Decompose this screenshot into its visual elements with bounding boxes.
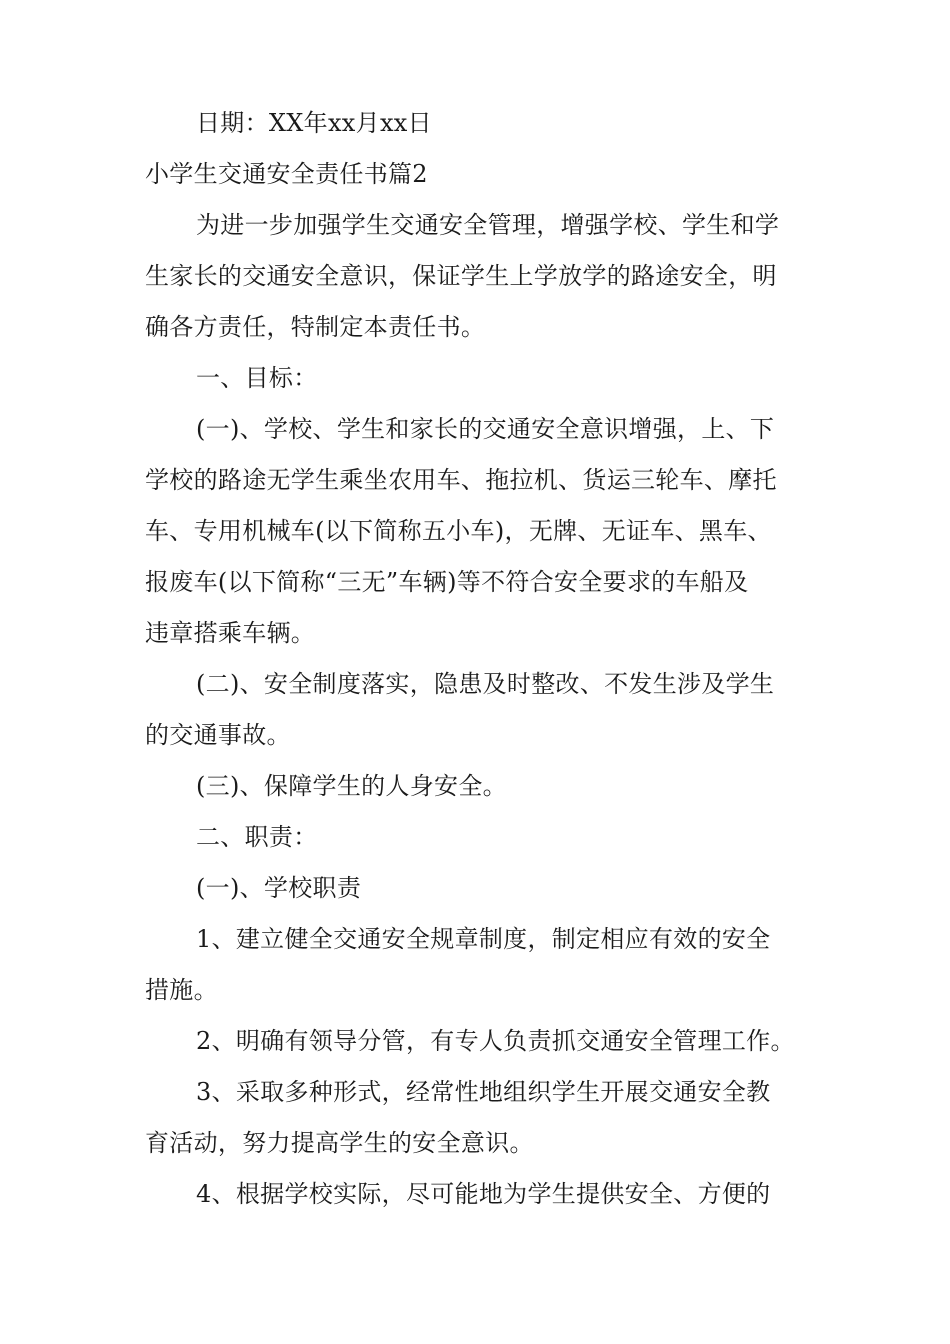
date-line: 日期：XX年xx月xx日	[196, 109, 432, 137]
goal-1-line-2: 学校的路途无学生乘坐农用车、拖拉机、货运三轮车、摩托	[145, 466, 777, 494]
subheading-school-duties: (一)、学校职责	[196, 874, 362, 902]
document-body	[145, 98, 810, 1220]
goal-3-line-1: (三)、保障学生的人身安全。	[196, 772, 507, 800]
duty-1-line-1: 1、建立健全交通安全规章制度，制定相应有效的安全	[196, 925, 771, 953]
goal-2-line-1: (二)、安全制度落实，隐患及时整改、不发生涉及学生	[196, 670, 775, 698]
heading-goals: 一、目标：	[196, 364, 318, 392]
goal-1-line-1: (一)、学校、学生和家长的交通安全意识增强，上、下	[196, 415, 775, 443]
intro-line-3: 确各方责任，特制定本责任书。	[145, 313, 486, 341]
duty-3-line-2: 育活动，努力提高学生的安全意识。	[145, 1129, 534, 1157]
intro-line-2: 生家长的交通安全意识，保证学生上学放学的路途安全，明	[145, 262, 777, 290]
duty-2-line-1: 2、明确有领导分管，有专人负责抓交通安全管理工作。	[196, 1027, 795, 1055]
goal-2-line-2: 的交通事故。	[145, 721, 291, 749]
heading-duties: 二、职责：	[196, 823, 318, 851]
goal-1-line-3: 车、专用机械车(以下简称五小车)，无牌、无证车、黑车、	[145, 517, 772, 545]
intro-line-1: 为进一步加强学生交通安全管理，增强学校、学生和学	[196, 211, 780, 239]
section-title: 小学生交通安全责任书篇2	[145, 160, 428, 188]
duty-3-line-1: 3、采取多种形式，经常性地组织学生开展交通安全教	[196, 1078, 771, 1106]
goal-1-line-5: 违章搭乘车辆。	[145, 619, 316, 647]
goal-1-line-4: 报废车(以下简称“三无”车辆)等不符合安全要求的车船及	[145, 568, 749, 596]
duty-1-line-2: 措施。	[145, 976, 218, 1004]
duty-4-line-1: 4、根据学校实际，尽可能地为学生提供安全、方便的	[196, 1180, 771, 1208]
